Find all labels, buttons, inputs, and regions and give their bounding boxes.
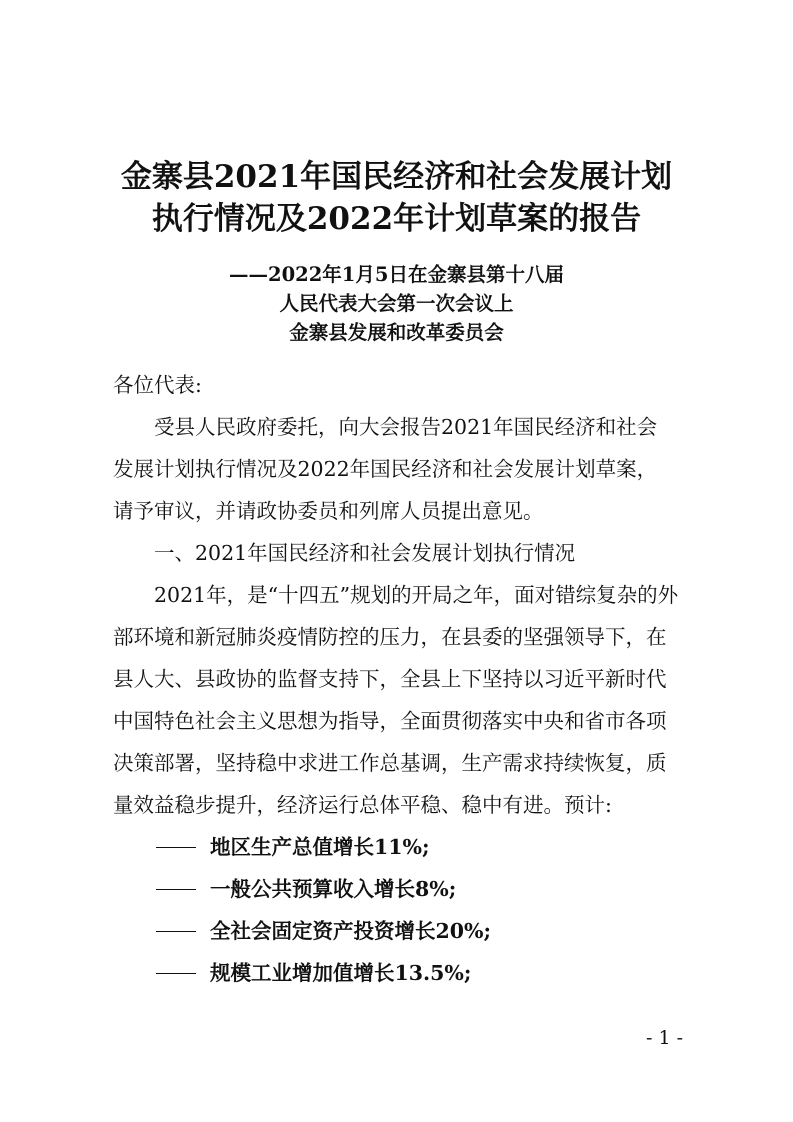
subtitle-line-3: 金寨县发展和改革委员会	[289, 321, 504, 344]
indicator-item	[156, 916, 491, 946]
indicator-item	[156, 832, 430, 862]
section-paragraph-line: 量效益稳步提升，经济运行总体平稳、稳中有进。预计:	[113, 793, 612, 817]
intro-paragraph-line: 受县人民政府委托，向大会报告2021年国民经济和社会	[154, 415, 658, 439]
section-paragraph-line: 中国特色社会主义思想为指导，全面贯彻落实中央和省市各项	[113, 709, 667, 733]
report-title-line-2: 执行情况及2022年计划草案的报告	[151, 201, 642, 237]
page-number: - 1 -	[646, 1027, 684, 1049]
em-dash-marker	[156, 889, 196, 890]
intro-paragraph-line: 请予审议，并请政协委员和列席人员提出意见。	[113, 499, 544, 523]
indicator-text: 地区生产总值增长11%;	[210, 835, 430, 859]
em-dash-marker	[156, 931, 196, 932]
intro-paragraph-line: 发展计划执行情况及2022年国民经济和社会发展计划草案，	[113, 457, 658, 481]
subtitle-line-2: 人民代表大会第一次会议上	[279, 292, 514, 315]
section-paragraph-line: 部环境和新冠肺炎疫情防控的压力，在县委的坚强领导下，在	[113, 625, 667, 649]
section-heading: 一、2021年国民经济和社会发展计划执行情况	[154, 541, 576, 565]
em-dash-marker	[156, 973, 196, 974]
indicator-text: 一般公共预算收入增长8%;	[210, 877, 457, 901]
subtitle-line-1: ——2022年1月5日在金寨县第十八届	[229, 263, 564, 286]
indicator-item	[156, 958, 471, 988]
indicator-text: 全社会固定资产投资增长20%;	[210, 919, 492, 943]
salutation: 各位代表:	[113, 373, 202, 397]
section-paragraph-line: 县人大、县政协的监督支持下，全县上下坚持以习近平新时代	[113, 667, 667, 691]
section-paragraph-line: 决策部署，坚持稳中求进工作总基调，生产需求持续恢复，质	[113, 751, 667, 775]
indicator-item	[156, 874, 456, 904]
indicator-text: 规模工业增加值增长13.5%;	[210, 961, 472, 985]
em-dash-marker	[156, 847, 196, 848]
report-title-line-1: 金寨县2021年国民经济和社会发展计划	[120, 159, 673, 195]
section-paragraph-line: 2021年，是“十四五”规划的开局之年，面对错综复杂的外	[154, 583, 679, 607]
